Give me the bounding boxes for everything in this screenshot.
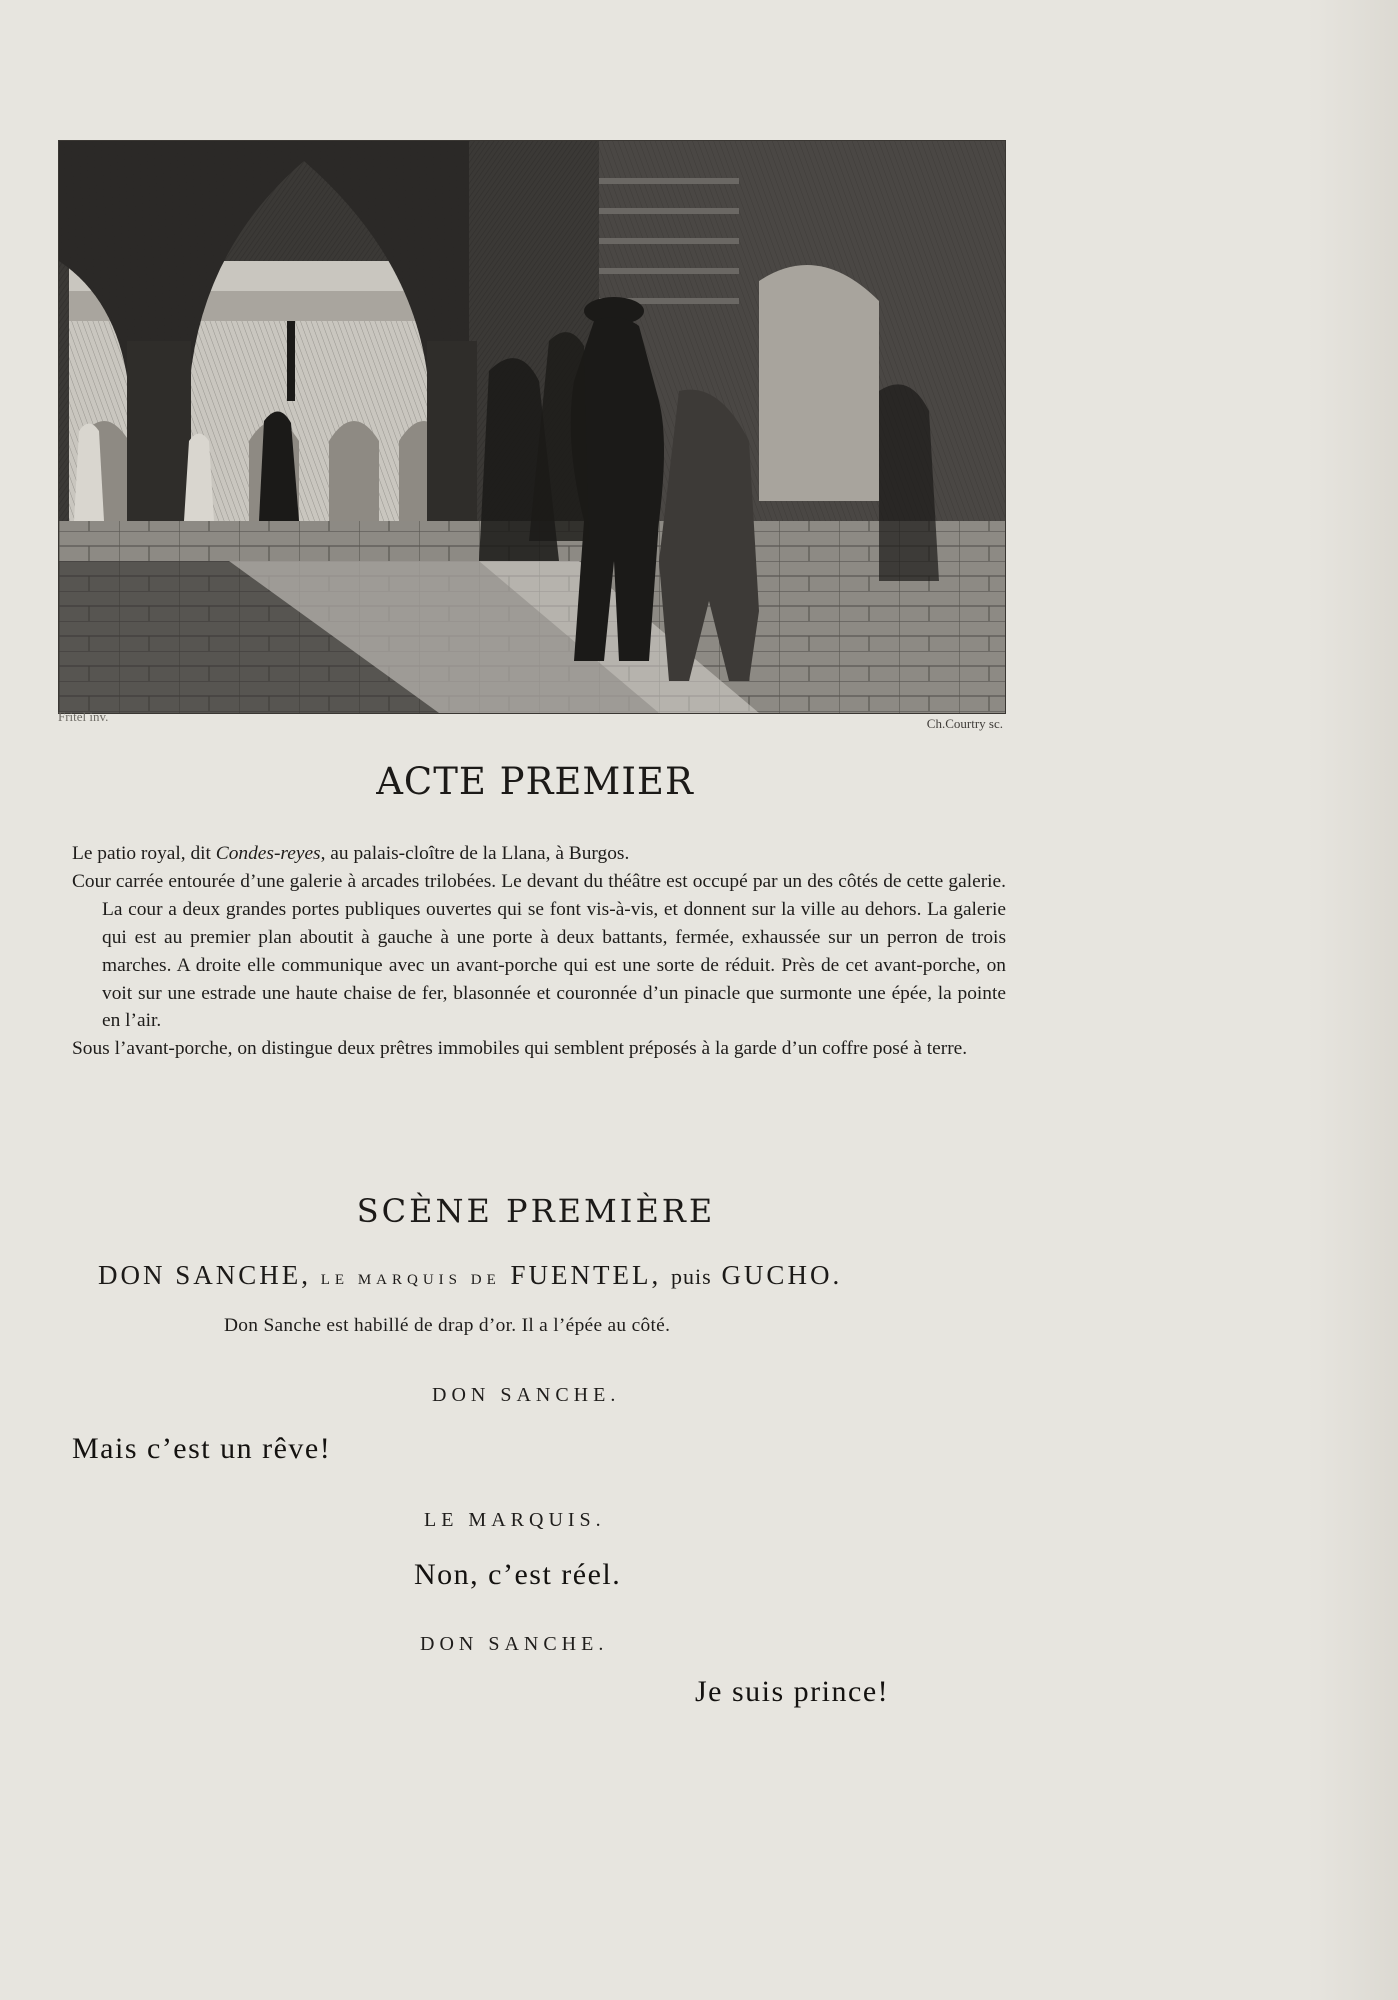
stage-direction-setting (72, 840, 1006, 868)
dialogue-line: Non, c’est réel. (414, 1558, 622, 1591)
engraving-cloister-scene-icon (59, 141, 1005, 713)
costume-note: Don Sanche est habillé de drap d’or. Il a l’épée au côté. (224, 1315, 671, 1336)
illustrator-credit: Fritel inv. (58, 709, 109, 724)
setting-text-end: , au palais-cloître de la Llana, à Burgos. (320, 843, 630, 864)
engraving-illustration (58, 140, 1006, 714)
character-marquis-prefix: LE MARQUIS DE (320, 1272, 501, 1288)
engraver-credit: Ch.Courtry sc. (926, 716, 1003, 731)
character-list (98, 1260, 978, 1291)
stage-direction-porch: Sous l’avant-porche, on distingue deux prêtres immobiles qui semblent préposés à la garde d’un coffre posé à terre. (72, 1038, 968, 1060)
character-don-sanche: DON SANCHE, (98, 1260, 321, 1290)
dialogue-line: Je suis prince! (695, 1675, 890, 1708)
character-gucho: GUCHO. (711, 1260, 843, 1290)
speaker-label: DON SANCHE. (432, 1384, 621, 1406)
setting-place-name: Condes-reyes (215, 843, 321, 864)
character-connector: puis (671, 1264, 712, 1289)
scene-title: SCÈNE PREMIÈRE (356, 1192, 716, 1230)
speaker-label: DON SANCHE. (420, 1633, 609, 1655)
stage-direction-courtyard: Cour carrée entourée d’une galerie à arcades trilobées. Le devant du théâtre est occupé par un des côtés de cette galerie. La cour a deux grandes portes publiques ouvertes qui se font vis-à-vis, et donnent sur la ville au dehors. La galerie qui est au premier plan aboutit à gauche à une porte à deux battants, fermée, exhaussée sur un perron de trois marches. A droite elle communique avec un avant-porche qui est une sorte de réduit. Près de cet avant-porche, on voit sur une estrade une haute chaise de fer, blasonnée et couronnée d’un pinacle que surmonte une épée, la pointe en l’air. (72, 870, 1006, 1032)
speaker-label: LE MARQUIS. (424, 1509, 606, 1531)
act-title: ACTE PREMIER (376, 760, 694, 803)
page-edge-shadow (1308, 0, 1398, 2000)
stage-directions (72, 840, 1006, 1063)
dialogue-line: Mais c’est un rêve! (72, 1432, 332, 1465)
setting-text-start: Le patio royal, dit (72, 843, 216, 864)
character-fuentel: FUENTEL, (500, 1260, 671, 1290)
